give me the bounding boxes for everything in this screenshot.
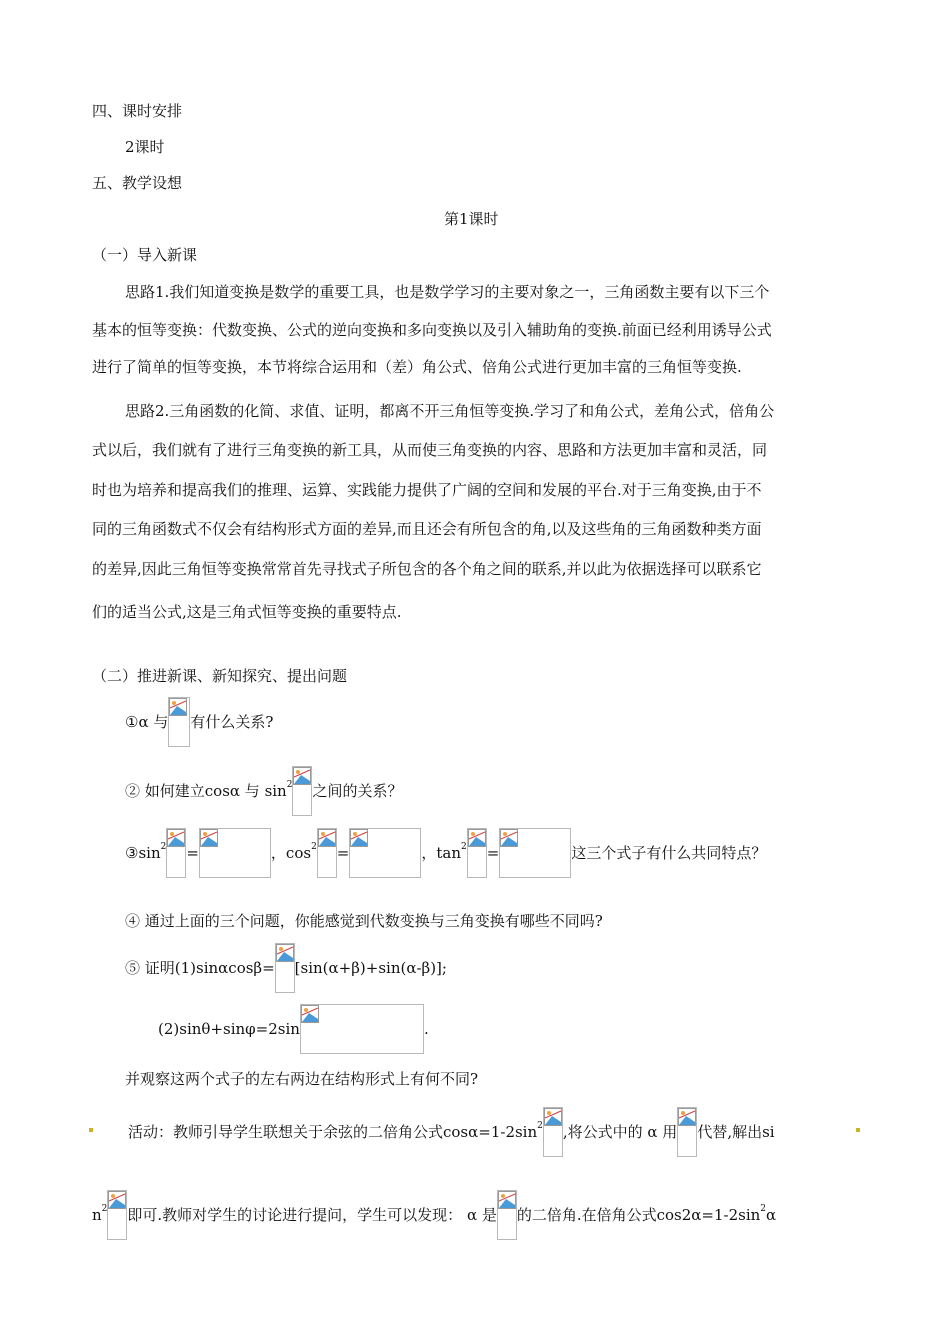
broken-image-icon <box>166 828 186 878</box>
q5b-text-a: (2)sinθ+sinφ=2sin <box>158 1020 300 1038</box>
marker-dot <box>89 1128 93 1132</box>
superscript: 2 <box>461 842 467 852</box>
question-2 <box>125 760 402 816</box>
idea2-line: 式以后，我们就有了进行三角变换的新工具，从而使三角变换的内容、思路和方法更加丰富和灵活，同 <box>92 441 768 459</box>
equals-sign: = <box>336 844 350 862</box>
activity2-text-c: 的二倍角.在倍角公式cos2α=1-2sin <box>516 1206 761 1224</box>
part1-title: （一）导入新课 <box>92 246 198 264</box>
question-4: ④ 通过上面的三个问题，你能感觉到代数变换与三角变换有哪些不同吗? <box>125 912 603 930</box>
q3-text-a: ③sin <box>125 844 161 862</box>
q3-text-d: 这三个式子有什么共同特点？ <box>571 844 767 862</box>
question-1 <box>125 697 273 747</box>
q3-text-b: ，cos <box>270 844 312 862</box>
superscript: 2 <box>537 1121 543 1131</box>
activity2-text-b: 即可.教师对学生的讨论进行提问，学生可以发现： α 是 <box>127 1206 497 1224</box>
broken-image-icon <box>677 1107 697 1157</box>
idea2-line: 的差异,因此三角恒等变换常常首先寻找式子所包含的各个角之间的联系,并以此为依据选择可以联系它 <box>92 560 762 578</box>
broken-image-icon <box>497 1190 517 1240</box>
q1-text-a: ①α 与 <box>125 713 169 731</box>
superscript: 2 <box>760 1204 767 1214</box>
q5-text-b: [sin(α+β)+sin(α-β)]; <box>294 959 447 977</box>
superscript: 2 <box>101 1204 108 1214</box>
q1-text-b: 有什么关系? <box>190 713 274 731</box>
q5b-text-b: . <box>423 1020 429 1038</box>
activity2-text-a: n <box>92 1206 102 1224</box>
section-heading-schedule: 四、课时安排 <box>92 102 183 120</box>
broken-image-icon <box>543 1107 563 1157</box>
question-3 <box>125 822 766 878</box>
activity-text-a: 活动：教师引导学生联想关于余弦的二倍角公式cosα=1-2sin <box>128 1123 538 1141</box>
superscript: 2 <box>311 842 317 852</box>
question-5-part-2 <box>158 1004 429 1054</box>
q5-text-a: ⑤ 证明(1)sinαcosβ= <box>125 959 275 977</box>
class-hours: 2课时 <box>125 138 165 156</box>
activity-line-1 <box>128 1101 775 1157</box>
superscript: 2 <box>160 842 167 852</box>
idea2-line: 们的适当公式,这是三角式恒等变换的重要特点. <box>92 603 402 621</box>
activity-text-b: ,将公式中的 α 用 <box>562 1123 678 1141</box>
broken-image-icon <box>199 828 271 878</box>
idea1-line: 基本的恒等变换：代数变换、公式的逆向变换和多向变换以及引入辅助角的变换.前面已经利用诱导公式 <box>92 321 772 339</box>
activity-text-c: 代替,解出si <box>697 1123 775 1141</box>
section-heading-design: 五、教学设想 <box>92 174 183 192</box>
idea1-line: 进行了简单的恒等变换，本节将综合运用和（差）角公式、倍角公式进行更加丰富的三角恒等变换. <box>92 358 742 376</box>
idea2-line: 思路2.三角函数的化简、求值、证明，都离不开三角恒等变换.学习了和角公式，差角公式，倍角公 <box>125 402 775 420</box>
idea2-line: 时也为培养和提高我们的推理、运算、实践能力提供了广阔的空间和发展的平台.对于三角变换,由于不 <box>92 481 762 499</box>
broken-image-icon <box>349 828 421 878</box>
broken-image-icon <box>499 828 571 878</box>
activity2-text-d: α <box>766 1206 777 1224</box>
broken-image-icon <box>168 697 190 747</box>
idea1-line: 思路1.我们知道变换是数学的重要工具，也是数学学习的主要对象之一，三角函数主要有以下三个 <box>125 283 770 301</box>
q2-text-a: ② 如何建立cosα 与 sin <box>125 782 287 800</box>
equals-sign: = <box>186 844 199 862</box>
marker-dot <box>856 1128 860 1132</box>
activity-line-2 <box>92 1184 776 1240</box>
idea2-line: 同的三角函数式不仅会有结构形式方面的差异,而且还会有所包含的角,以及这些角的三角函数种类方面 <box>92 520 762 538</box>
q3-text-c: ，tan <box>421 844 462 862</box>
superscript: 2 <box>286 780 293 790</box>
observe-prompt: 并观察这两个式子的左右两边在结构形式上有何不同? <box>125 1070 479 1088</box>
broken-image-icon <box>292 766 312 816</box>
broken-image-icon <box>317 828 337 878</box>
broken-image-icon <box>275 943 295 993</box>
broken-image-icon <box>300 1004 424 1054</box>
q2-text-b: 之间的关系？ <box>312 782 403 800</box>
question-5 <box>125 943 447 993</box>
part2-title: （二）推进新课、新知探究、提出问题 <box>92 667 348 685</box>
broken-image-icon <box>467 828 487 878</box>
broken-image-icon <box>107 1190 127 1240</box>
equals-sign: = <box>486 844 500 862</box>
lesson-title: 第1课时 <box>444 210 499 228</box>
